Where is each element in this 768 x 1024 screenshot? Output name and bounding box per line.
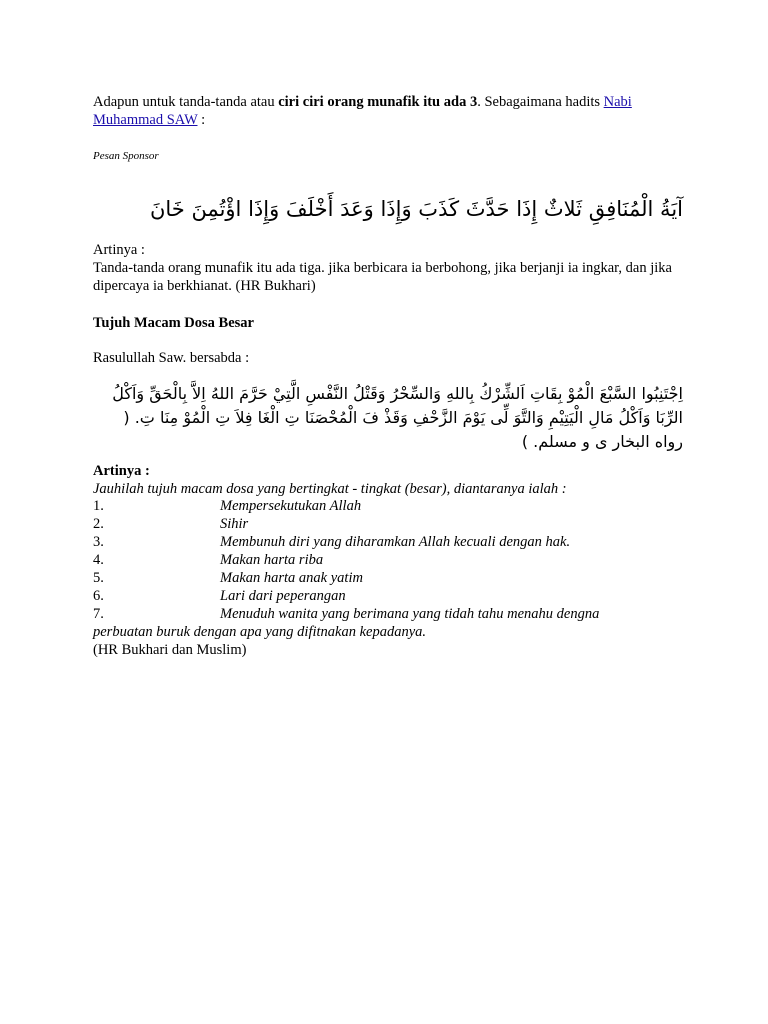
hadith2-source: (HR Bukhari dan Muslim)	[93, 642, 247, 658]
list-item-text: Mempersekutukan Allah	[220, 498, 362, 514]
list-item-text: Lari dari peperangan	[220, 588, 346, 604]
list-item	[93, 587, 683, 605]
list-item-number: 4.	[93, 552, 104, 568]
list-item	[93, 497, 683, 515]
intro-text-middle: . Sebagaimana hadits	[477, 94, 604, 110]
list-item	[93, 605, 683, 623]
list-item-number: 1.	[93, 498, 104, 514]
list-item-number: 7.	[93, 606, 104, 622]
list-item	[93, 551, 683, 569]
list-item	[93, 533, 683, 551]
intro-bold-text: ciri ciri orang munafik itu ada 3	[278, 94, 478, 110]
list-item-number: 2.	[93, 516, 104, 532]
list-item-number: 3.	[93, 534, 104, 550]
hadith1-artinya-label: Artinya :	[93, 242, 145, 258]
list-item	[93, 569, 683, 587]
list-item-text: Menuduh wanita yang berimana yang tidah tahu menahu dengna	[220, 606, 600, 622]
intro-paragraph	[93, 93, 683, 129]
intro-text-before: Adapun untuk tanda-tanda atau	[93, 94, 279, 110]
sponsor-label: Pesan Sponsor	[93, 150, 159, 162]
list-item-text: Sihir	[220, 516, 249, 532]
list-item	[93, 515, 683, 533]
section2-heading: Tujuh Macam Dosa Besar	[93, 315, 254, 331]
list-item-text: Membunuh diri yang diharamkan Allah kecuali dengan hak.	[220, 534, 571, 550]
list-item-number: 6.	[93, 588, 104, 604]
hadith1-translation: Tanda-tanda orang munafik itu ada tiga. jika berbicara ia berbohong, jika berjanji ia ingkar, dan jika dipercaya ia berkhianat. (HR Bukhari)	[93, 260, 672, 294]
list-item-continuation: perbuatan buruk dengan apa yang difitnakan kepadanya.	[93, 624, 427, 640]
nabi-muhammad-link[interactable]: Nabi Muhammad SAW	[93, 94, 632, 128]
sin-list	[93, 497, 683, 659]
section2-lead: Jauhilah tujuh macam dosa yang bertingkat - tingkat (besar), diantaranya ialah :	[93, 481, 567, 497]
list-item-text: Makan harta riba	[220, 552, 324, 568]
section2-artinya-label: Artinya :	[93, 463, 150, 479]
hadith2-arabic: اِجْتَنِبُوا السَّبْعَ الْمُوْ بِقَاتِ اَلشِّرْكُ بِاللهِ وَالسِّحْرُ وَقَتْلُ النَّفْسِ الَّتِيْ حَرَّمَ اللهُ اِلاَّ بِالْحَقِّ وَاَكْلُ الرِّبَا وَاَكْلُ مَالِ الْيَتِيْمِ وَالتَّوَ لِّى يَوْمَ الزَّحْفِ وَقَذْ فَ الْمُحْصَنَا تِ الْغَا فِلاَ تِ الْمُوْ مِنَا تِ. ( رواه البخار ى و مسلم. )	[112, 384, 683, 451]
list-item-text: Makan harta anak yatim	[220, 570, 363, 586]
section2-intro: Rasulullah Saw. bersabda :	[93, 350, 250, 366]
intro-text-after: :	[197, 112, 206, 128]
hadith1-arabic: آيَةُ الْمُنَافِقِ ثَلاثٌ إِذَا حَدَّثَ كَذَبَ وَإِذَا وَعَدَ أَخْلَفَ وَإِذَا اؤْتُمِنَ خَانَ	[149, 197, 683, 221]
list-item-number: 5.	[93, 570, 104, 586]
